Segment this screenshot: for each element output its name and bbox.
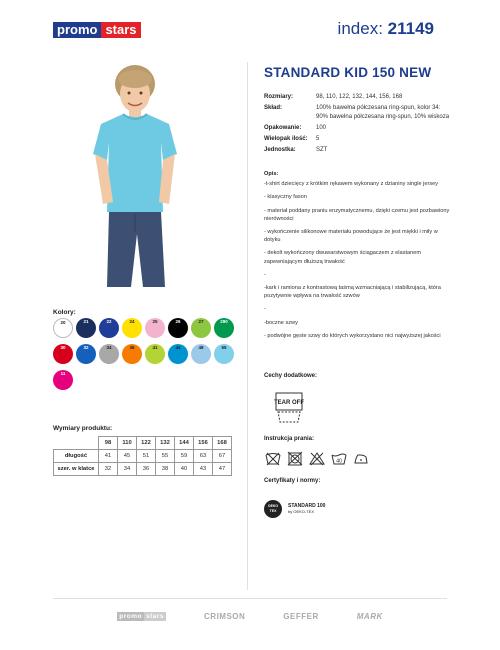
color-swatch[interactable]	[214, 344, 234, 364]
wash-40-icon	[330, 451, 348, 466]
spec-value: 5	[316, 136, 320, 142]
color-code: 48	[198, 345, 204, 350]
color-swatch[interactable]	[53, 370, 73, 390]
color-code: 27	[198, 319, 204, 324]
size-table	[53, 436, 232, 476]
color-code: 20	[60, 320, 66, 325]
cert-sub: by OEKO-TEX	[288, 509, 315, 514]
color-code: 41	[152, 345, 158, 350]
table-cell: 32	[99, 463, 118, 476]
color-code: 25	[152, 319, 158, 324]
table-row	[54, 450, 232, 463]
color-swatch[interactable]	[145, 344, 165, 364]
color-code: 26	[175, 319, 181, 324]
color-code: 65	[221, 345, 227, 350]
footer-logo-mark[interactable]: MARK	[356, 612, 383, 621]
description-line: - dekolt wykończony dwuwarstwowym ściągaczem z elastanem zapewniającym dłuższą trwałość	[264, 250, 421, 265]
spec-value: 100	[316, 125, 327, 131]
size-header: 144	[175, 437, 194, 450]
description-line: -	[264, 271, 266, 278]
size-header: 132	[156, 437, 175, 450]
iron-icon	[352, 451, 370, 466]
logo-promo: promo	[53, 22, 101, 38]
size-header: 122	[137, 437, 156, 450]
table-row	[54, 463, 232, 476]
table-cell: 38	[156, 463, 175, 476]
color-swatch[interactable]	[122, 344, 142, 364]
product-title: STANDARD KID 150 NEW	[264, 65, 432, 80]
wash-temp: 40	[336, 458, 342, 465]
color-swatch[interactable]	[168, 318, 188, 338]
spec-row-multipack	[264, 135, 454, 144]
row-label: szer. w klatce	[54, 463, 99, 476]
tear-off-icon	[272, 390, 306, 424]
table-cell: 41	[99, 450, 118, 463]
colors-heading: Kolory:	[53, 309, 76, 316]
color-code: 22	[106, 319, 112, 324]
size-header: 110	[118, 437, 137, 450]
color-swatch[interactable]	[214, 318, 234, 338]
table-cell: 67	[213, 450, 232, 463]
features-heading: Cechy dodatkowe:	[264, 373, 318, 379]
table-cell: 55	[156, 450, 175, 463]
color-swatch[interactable]	[53, 318, 73, 338]
cert-text	[288, 504, 325, 514]
table-cell: 40	[175, 463, 194, 476]
table-cell: 45	[118, 450, 137, 463]
color-code: 11	[60, 371, 66, 376]
color-code: 290	[220, 319, 228, 324]
color-code: 34	[106, 345, 112, 350]
cert-heading: Certyfikaty i normy:	[264, 478, 321, 484]
footer-divider	[53, 598, 447, 599]
table-cell: 34	[118, 463, 137, 476]
table-header-row	[54, 437, 232, 450]
table-cell: 59	[175, 450, 194, 463]
color-swatch[interactable]	[122, 318, 142, 338]
logo-stars: stars	[101, 22, 140, 38]
spec-key: Jednostka:	[264, 147, 296, 153]
spec-list	[264, 93, 454, 157]
oeko-tex-cert	[264, 500, 325, 518]
tear-off-label: TEAR OFF	[274, 400, 304, 406]
size-header: 98	[99, 437, 118, 450]
spec-key: Skład:	[264, 105, 283, 111]
color-swatch[interactable]	[53, 344, 73, 364]
description-line: -boczne szwy	[264, 319, 298, 326]
spec-key: Rozmiary:	[264, 94, 294, 100]
size-header: 168	[213, 437, 232, 450]
table-cell: 43	[194, 463, 213, 476]
color-swatch[interactable]	[76, 344, 96, 364]
footer-stars: stars	[145, 613, 165, 620]
product-photo	[73, 62, 203, 297]
color-swatch[interactable]	[191, 318, 211, 338]
product-index	[338, 19, 434, 39]
table-cell: 47	[213, 463, 232, 476]
color-swatches	[53, 318, 245, 390]
table-corner	[54, 437, 99, 450]
spec-key: Opakowanie:	[264, 125, 302, 131]
description-heading: Opis:	[264, 171, 279, 177]
spec-key: Wielopak ilość:	[264, 136, 308, 142]
column-divider	[247, 62, 248, 590]
description	[264, 170, 454, 345]
index-label: index:	[337, 19, 383, 38]
color-swatch[interactable]	[99, 344, 119, 364]
index-value: 21149	[387, 19, 434, 38]
care-icons	[264, 451, 370, 466]
footer-logo-promostars[interactable]	[117, 612, 166, 621]
row-label: długość	[54, 450, 99, 463]
table-cell: 36	[137, 463, 156, 476]
color-swatch[interactable]	[99, 318, 119, 338]
color-code: 21	[83, 319, 89, 324]
color-code: 24	[129, 319, 135, 324]
header	[0, 0, 500, 60]
size-header: 156	[194, 437, 213, 450]
footer-logo-crimson[interactable]: CRIMSON	[204, 612, 246, 621]
footer-promo: promo	[119, 613, 142, 620]
spec-row-packaging	[264, 124, 454, 133]
color-swatch[interactable]	[76, 318, 96, 338]
color-code: 30	[60, 345, 66, 350]
description-line: - materiał poddany praniu enzymatycznemu, dzięki czemu jest pozbawiony nierówności	[264, 207, 450, 222]
description-line: -kark i ramiona z kontrastową taśmą wzmacniającą i stabilizującą, która pozytywnie wpływa na trwałość szwów	[264, 285, 441, 300]
color-swatch[interactable]	[145, 318, 165, 338]
color-code: 32	[83, 345, 89, 350]
table-cell: 51	[137, 450, 156, 463]
spec-value: SZT	[316, 147, 328, 153]
promostars-logo[interactable]	[53, 22, 141, 38]
description-line: - podwójne gęste szwy do których wykorzystano nici najwyższej jakości	[264, 332, 441, 339]
spec-row-unit	[264, 146, 454, 155]
description-line: - wykończenie silikonowe materiału powodujące że jest miękki i miły w dotyku	[264, 229, 438, 244]
description-line: - klasyczny fason	[264, 194, 307, 201]
footer-logo-geffer[interactable]: GEFFER	[283, 612, 319, 621]
cert-name: STANDARD 100	[288, 503, 326, 509]
color-code: 36	[129, 345, 135, 350]
spec-value: 100% bawełna półczesana ring-spun, kolor 34: 90% bawełna półczesana ring-spun, 10% wiskoza	[316, 105, 450, 120]
spec-row-sizes	[264, 93, 454, 102]
no-tumble-dry-icon	[286, 451, 304, 466]
description-line: -t-shirt dziecięcy z krótkim rękawem wykonany z dzianiny single jersey	[264, 181, 439, 188]
spec-value: 98, 110, 122, 132, 144, 156, 168	[316, 94, 403, 100]
color-swatch[interactable]	[168, 344, 188, 364]
care-heading: Instrukcja prania:	[264, 436, 315, 442]
sizes-heading: Wymiary produktu:	[53, 425, 113, 432]
color-code: 44	[175, 345, 181, 350]
oeko-tex-badge: OEKO TEX	[264, 500, 282, 518]
description-line: -	[264, 306, 266, 313]
footer-brands	[0, 612, 500, 621]
table-cell: 63	[194, 450, 213, 463]
no-bleach-triangle-icon	[308, 451, 326, 466]
color-swatch[interactable]	[191, 344, 211, 364]
spec-row-composition	[264, 104, 454, 122]
no-bleach-icon	[264, 451, 282, 466]
